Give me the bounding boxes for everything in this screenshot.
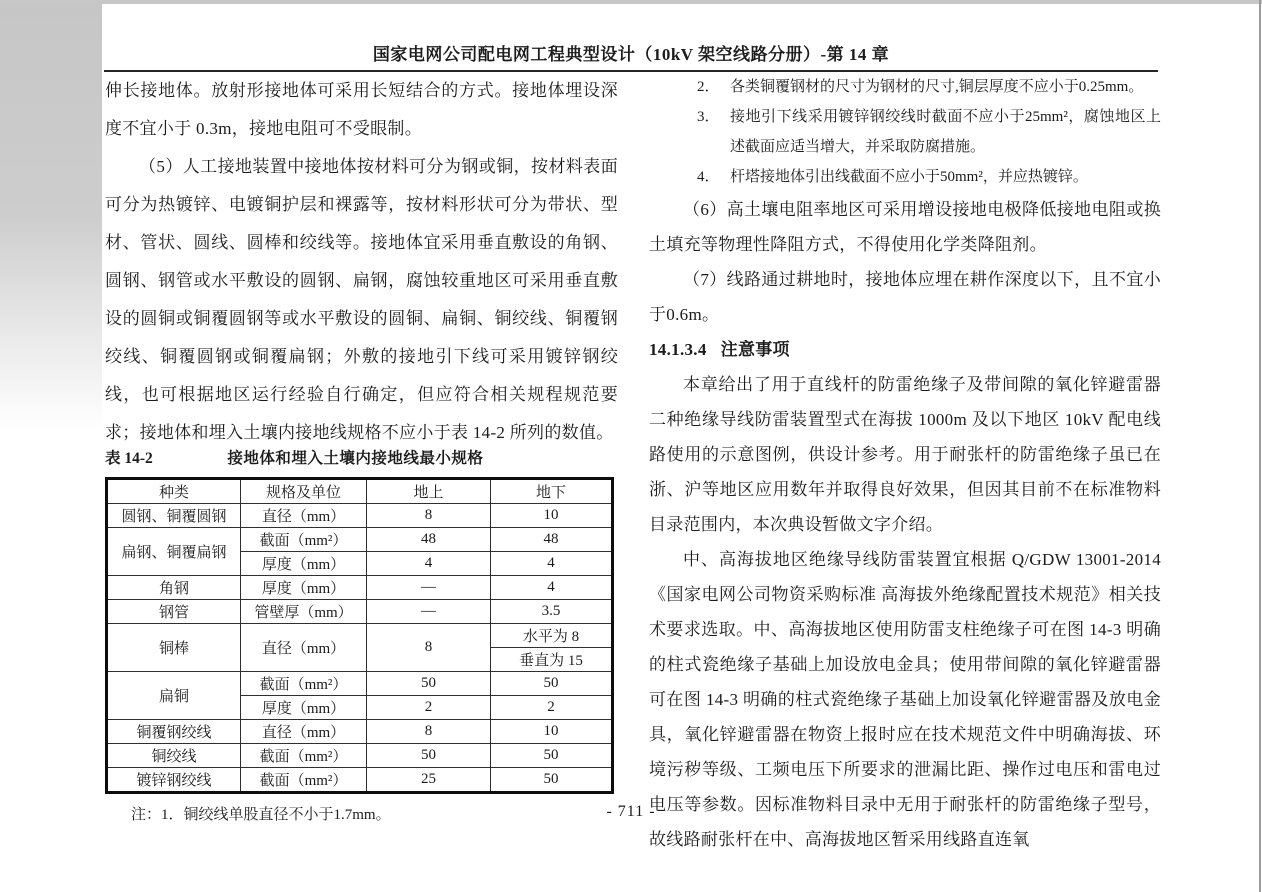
page-number: - 711 -: [606, 803, 656, 820]
note-number: 3．: [697, 109, 720, 125]
paragraph-altitude: 中、高海拔地区绝缘导线防雷装置宜根据 Q/GDW 13001-2014《国家电网公司物资采购标准 高海拔外绝缘配置技术规范》相关技术要求选取。中、高海拔地区使用防雷支柱绝缘子可在图 14-3 明确的柱式瓷绝缘子基础上加设放电金具；使用带间隙的氧化锌避雷器可在图 14-3 明确的柱式瓷绝缘子基础上加设氧化锌避雷器及放电金具，氧化锌避雷器在物资上报时应在技术规范文件中明确海拔、环境污秽等级、工频电压下所要求的泄漏比距、操作过电压和雷电过电压等参数。因标准物料目录中无用于耐张杆的防雷绝缘子型号，故线路耐张杆在中、高海拔地区暂采用线路直连氧: [649, 550, 1161, 849]
table-cell: 8: [367, 720, 491, 744]
table-cell: 50: [367, 744, 491, 768]
table-cell: 10: [491, 504, 613, 528]
table-cell: 铜棒: [107, 624, 241, 672]
table-cell: 镀锌钢绞线: [107, 768, 241, 793]
table-row: [107, 624, 613, 648]
table-cell: 10: [491, 720, 613, 744]
note-text: 各类铜覆钢材的尺寸为钢材的尺寸,铜层厚度不应小于0.25mm。: [730, 79, 1144, 95]
table-cell: —: [367, 600, 491, 624]
table-cell: 圆钢、铜覆圆钢: [107, 504, 241, 528]
scan-edge-top: [0, 0, 1262, 4]
note-number: 4．: [697, 169, 720, 185]
table-row: [107, 576, 613, 600]
table-note-2: [697, 72, 1161, 102]
table-row: [107, 744, 613, 768]
note-text: 杆塔接地体引出线截面不应小于50mm²，并应热镀锌。: [730, 169, 1088, 185]
table-cell: 2: [491, 696, 613, 720]
table-label: 表 14-2: [105, 450, 153, 467]
table-cell: 4: [491, 552, 613, 576]
table-cell: 截面（mm²）: [241, 672, 367, 696]
table-header-cell: 地下: [491, 479, 613, 504]
table-cell: 垂直为 15: [491, 648, 613, 672]
table-cell: 25: [367, 768, 491, 793]
table-cell: 48: [367, 528, 491, 552]
table-cell: 50: [367, 672, 491, 696]
scan-edge-right: [1259, 0, 1261, 892]
table-row: [107, 504, 613, 528]
table-cell: 直径（mm）: [241, 720, 367, 744]
table-cell: 3.5: [491, 600, 613, 624]
table-cell: 管壁厚（mm）: [241, 600, 367, 624]
note-text: 接地引下线采用镀锌钢绞线时截面不应小于25mm²，腐蚀地区上述截面应适当增大，并采取防腐措施。: [730, 109, 1161, 155]
table-note-3: [697, 102, 1161, 162]
table-cell: 2: [367, 696, 491, 720]
table-note-4: [697, 162, 1161, 192]
table-cell: 角钢: [107, 576, 241, 600]
table-cell: 扁钢、铜覆扁钢: [107, 528, 241, 576]
section-number: 14.1.3.4: [649, 340, 707, 359]
section-title: 注意事项: [720, 340, 790, 359]
table-header-cell: 种类: [107, 479, 241, 504]
table-row: [107, 600, 613, 624]
table-cell: 厚度（mm）: [241, 696, 367, 720]
paragraph-item-6: （6）高土壤电阻率地区可采用增设接地电极降低接地电阻或换土填充等物理性降阻方式，不得使用化学类降阻剂。: [649, 200, 1161, 254]
table-row: [107, 672, 613, 696]
table-note-1: 注：1．铜绞线单股直径不小于1.7mm。: [131, 807, 391, 823]
paragraph-item-7: （7）线路通过耕地时，接地体应埋在耕作深度以下，且不宜小于0.6m。: [649, 270, 1161, 324]
table-cell: 50: [491, 768, 613, 793]
section-heading-14-1-3-4: [649, 332, 1161, 367]
table-cell: 钢管: [107, 600, 241, 624]
table-cell: 铜绞线: [107, 744, 241, 768]
table-header-row: [107, 479, 613, 504]
table-cell: 4: [367, 552, 491, 576]
table-cell: 厚度（mm）: [241, 576, 367, 600]
table-cell: 截面（mm²）: [241, 744, 367, 768]
table-cell: 截面（mm²）: [241, 528, 367, 552]
table-cell: 50: [491, 672, 613, 696]
table-header-cell: 地上: [367, 479, 491, 504]
table-cell: 8: [367, 624, 491, 672]
table-notes-continued: [697, 72, 1161, 192]
left-column: [105, 72, 618, 824]
page-header-title: 国家电网公司配电网工程典型设计（10kV 架空线路分册）-第 14 章: [372, 45, 890, 64]
table-cell: —: [367, 576, 491, 600]
table-cell: 8: [367, 504, 491, 528]
table-cell: 50: [491, 744, 613, 768]
table-cell: 直径（mm）: [241, 504, 367, 528]
table-cell: 水平为 8: [491, 624, 613, 648]
table-cell: 4: [491, 576, 613, 600]
table-cell: 48: [491, 528, 613, 552]
table-row: [107, 768, 613, 793]
table-cell: 直径（mm）: [241, 624, 367, 672]
table-header-cell: 规格及单位: [241, 479, 367, 504]
table-cell: 截面（mm²）: [241, 768, 367, 793]
table-title: 接地体和埋入土壤内接地线最小规格: [227, 450, 484, 467]
paragraph-chapter-intro: 本章给出了用于直线杆的防雷绝缘子及带间隙的氧化锌避雷器二种绝缘导线防雷装置型式在海拔 1000m 及以下地区 10kV 配电线路使用的示意图例，供设计参考。用于耐张杆的防雷绝缘子虽已在浙、沪等地区应用数年并取得良好效果，但因其目前不在标准物料目录范围内，本次典设暂做文字介绍。: [649, 375, 1161, 534]
table-row: [107, 528, 613, 552]
paragraph-intro: 伸长接地体。放射形接地体可采用长短结合的方式。接地体埋设深度不宜小于 0.3m，接地电阻可不受眼制。: [105, 81, 618, 138]
paragraph-item-5: （5）人工接地装置中接地体按材料可分为钢或铜，按材料表面可分为热镀锌、电镀铜护层和裸露等，按材料形状可分为带状、型材、管状、圆线、圆棒和绞线等。接地体宜采用垂直敷设的角钢、圆钢、钢管或水平敷设的圆钢、扁钢，腐蚀较重地区可采用垂直敷设的圆铜或铜覆圆钢等或水平敷设的圆铜、扁铜、铜绞线、铜覆钢绞线、铜覆圆钢或铜覆扁钢；外敷的接地引下线可采用镀锌钢绞线，也可根据地区运行经验自行确定，但应符合相关规程规范要求；接地体和埋入土壤内接地线规格不应小于表 14-2 所列的数值。: [105, 157, 618, 442]
spec-table: [105, 477, 614, 794]
right-column: [649, 72, 1161, 857]
note-number: 2．: [697, 79, 720, 95]
table-cell: 厚度（mm）: [241, 552, 367, 576]
table-row: [107, 720, 613, 744]
table-cell: 扁铜: [107, 672, 241, 720]
table-cell: 铜覆钢绞线: [107, 720, 241, 744]
table-caption: [105, 446, 618, 472]
